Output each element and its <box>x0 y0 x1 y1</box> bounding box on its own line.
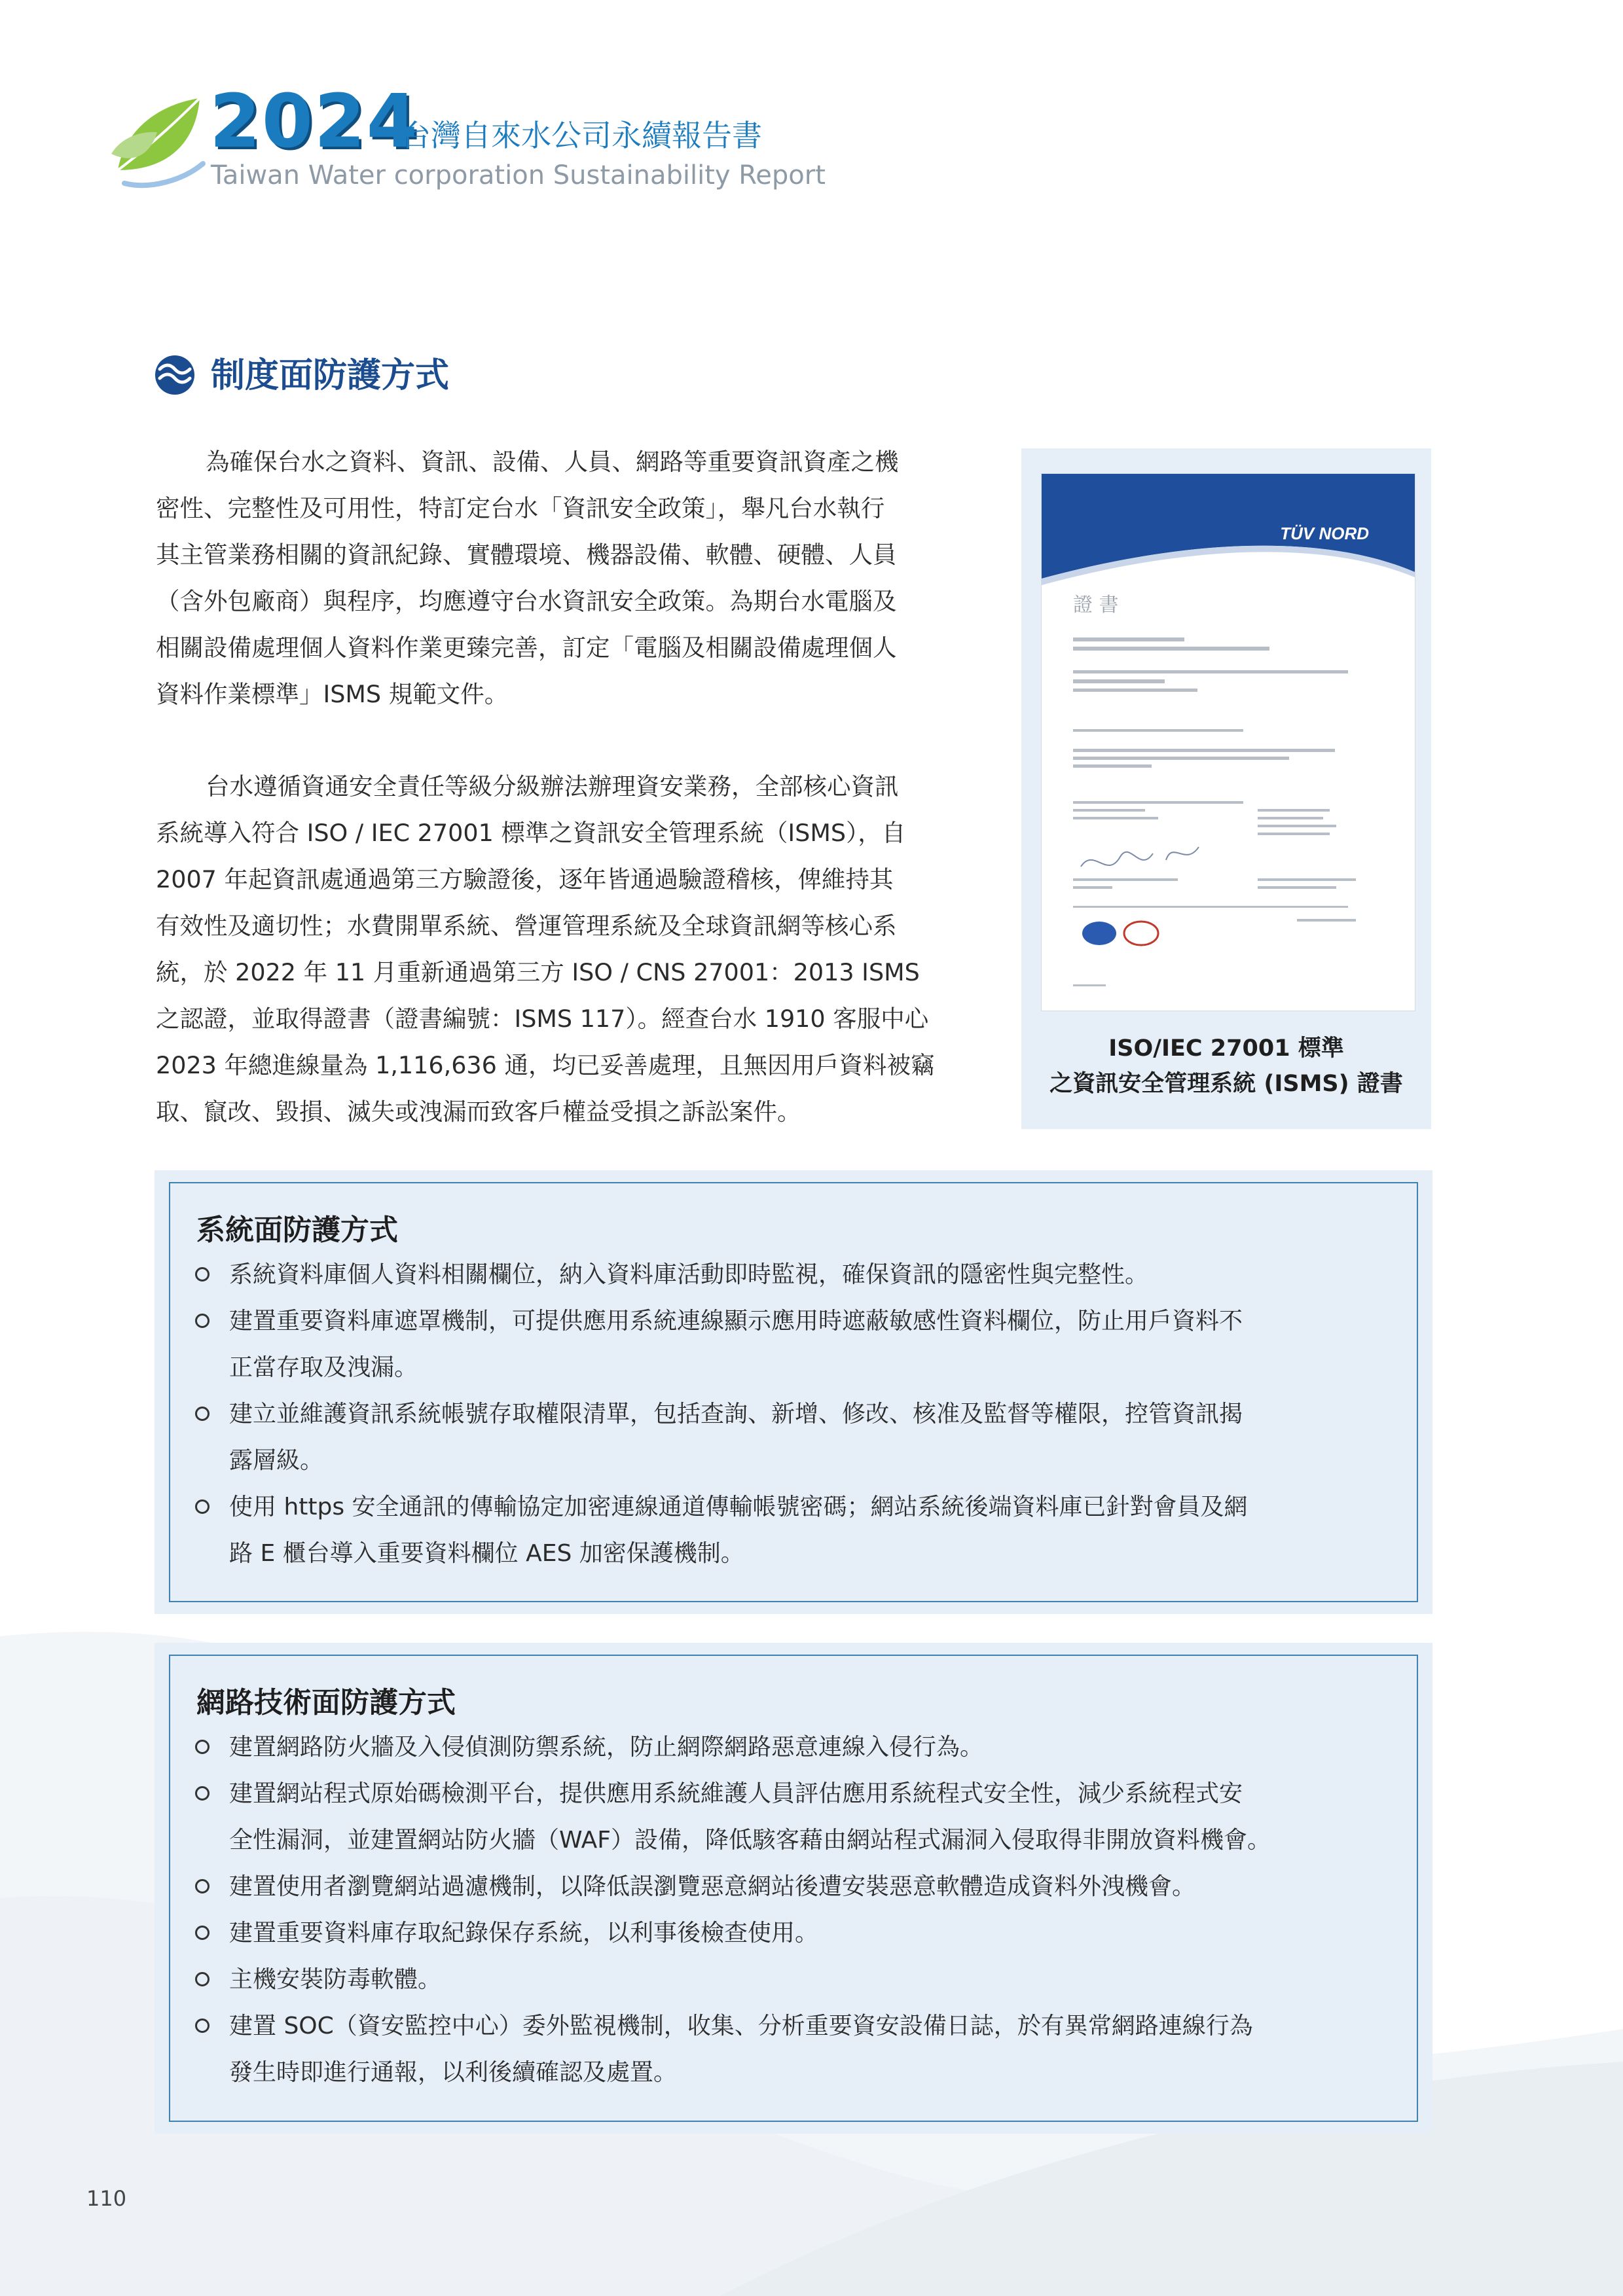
section-title: 制度面防護方式 <box>211 356 450 395</box>
paragraph-line: 2007 年起資訊處通過第三方驗證後，逐年皆通過驗證稽核，俾維持其 <box>156 865 894 893</box>
report-year: 2024 <box>210 79 419 164</box>
leaf-logo-icon <box>111 92 206 193</box>
list-item <box>195 1251 1406 1298</box>
paragraph-line: 系統導入符合 ISO / IEC 27001 標準之資訊安全管理系統（ISMS），自 <box>156 819 906 847</box>
isms-paragraph <box>156 763 974 1135</box>
paragraph-line: 統，於 2022 年 11 月重新通過第三方 ISO / CNS 27001：2013 ISMS <box>156 958 920 986</box>
list-item <box>195 1770 1406 1863</box>
paragraph-line: 其主管業務相關的資訊紀錄、實體環境、機器設備、軟體、硬體、人員 <box>156 541 897 569</box>
circle-bullet-icon <box>195 1407 210 1421</box>
list-item-line: 發生時即進行通報，以利後續確認及處置。 <box>229 2059 678 2086</box>
list-item-line: 露層級。 <box>229 1447 324 1474</box>
circle-bullet-icon <box>195 1499 210 1514</box>
certificate-image <box>1041 473 1415 1011</box>
list-item-line: 建置網路防火牆及入侵偵測防禦系統，防止網際網路惡意連線入侵行為。 <box>229 1734 984 1761</box>
list-item-line: 路 E 櫃台導入重要資料欄位 AES 加密保護機制。 <box>229 1540 744 1567</box>
list-item-line: 建置重要資料庫遮罩機制，可提供應用系統連線顯示應用時遮蔽敏感性資料欄位，防止用戶資料不 <box>229 1308 1243 1335</box>
list-item <box>195 1484 1406 1577</box>
box-title: 網路技術面防護方式 <box>196 1686 456 1719</box>
list-item-line: 建置使用者瀏覽網站過濾機制，以降低誤瀏覽惡意網站後遭安裝惡意軟體造成資料外洩機會。 <box>229 1873 1196 1900</box>
system-protection-box <box>155 1170 1432 1614</box>
certificate-caption <box>1021 1031 1431 1102</box>
circle-bullet-icon <box>195 1786 210 1801</box>
circle-bullet-icon <box>195 1926 210 1940</box>
circle-bullet-icon <box>195 1267 210 1282</box>
bullet-list <box>195 1724 1406 2096</box>
list-item-line: 使用 https 安全通訊的傳輸協定加密連線通道傳輸帳號密碼；網站系統後端資料庫已針對會員及網 <box>229 1494 1248 1520</box>
list-item <box>195 1724 1406 1770</box>
paragraph-line: 資料作業標準」ISMS 規範文件。 <box>156 680 509 708</box>
circle-bullet-icon <box>195 1972 210 1986</box>
intro-paragraph <box>156 439 974 717</box>
circle-bullet-icon <box>195 2018 210 2033</box>
circle-bullet-icon <box>195 1740 210 1754</box>
list-item-line: 建立並維護資訊系統帳號存取權限清單，包括查詢、新增、修改、核准及監督等權限，控管資訊揭 <box>229 1401 1243 1427</box>
box-title: 系統面防護方式 <box>196 1213 398 1247</box>
list-item <box>195 2003 1406 2096</box>
paragraph-line: 之認證，並取得證書（證書編號：ISMS 117）。經查台水 1910 客服中心 <box>156 1005 929 1033</box>
paragraph-line: 為確保台水之資料、資訊、設備、人員、網路等重要資訊資產之機 <box>206 448 899 476</box>
cert-brand: TÜV NORD <box>1280 524 1369 543</box>
list-item-line: 正當存取及洩漏。 <box>229 1354 418 1381</box>
water-wave-icon <box>155 355 195 395</box>
page-number: 110 <box>86 2186 127 2211</box>
bullet-list <box>195 1251 1406 1577</box>
certificate-figure <box>1021 448 1431 1129</box>
paragraph-line: 台水遵循資通安全責任等級分級辦法辦理資安業務，全部核心資訊 <box>206 772 899 800</box>
list-item-line: 建置 SOC（資安監控中心）委外監視機制，收集、分析重要資安設備日誌，於有異常網路連線行為 <box>229 2013 1253 2039</box>
paragraph-line: 有效性及適切性；水費開單系統、營運管理系統及全球資訊網等核心系 <box>156 912 897 940</box>
list-item <box>195 1956 1406 2003</box>
circle-bullet-icon <box>195 1314 210 1328</box>
list-item-line: 建置重要資料庫存取紀錄保存系統，以利事後檢查使用。 <box>229 1920 819 1946</box>
paragraph-line: 相關設備處理個人資料作業更臻完善，訂定「電腦及相關設備處理個人 <box>156 634 897 662</box>
list-item <box>195 1391 1406 1484</box>
paragraph-line: 2023 年總進線量為 1,116,636 通，均已妥善處理，且無因用戶資料被竊 <box>156 1051 935 1079</box>
report-title-en: Taiwan Water corporation Sustainability Report <box>211 160 826 190</box>
report-header <box>111 79 831 195</box>
list-item-line: 建置網站程式原始碼檢測平台，提供應用系統維護人員評估應用系統程式安全性，減少系統程式安 <box>229 1780 1243 1807</box>
list-item <box>195 1863 1406 1910</box>
circle-bullet-icon <box>195 1879 210 1893</box>
paragraph-line: 取、竄改、毀損、滅失或洩漏而致客戶權益受損之訴訟案件。 <box>156 1098 801 1126</box>
list-item-line: 系統資料庫個人資料相關欄位，納入資料庫活動即時監視，確保資訊的隱密性與完整性。 <box>229 1261 1149 1288</box>
caption-line: 之資訊安全管理系統 (ISMS) 證書 <box>1049 1071 1403 1097</box>
list-item-line: 全性漏洞，並建置網站防火牆（WAF）設備，降低駭客藉由網站程式漏洞入侵取得非開放資料機會。 <box>229 1827 1271 1854</box>
paragraph-line: 密性、完整性及可用性，特訂定台水「資訊安全政策」，舉凡台水執行 <box>156 494 885 522</box>
report-title-zh: 台灣自來水公司永續報告書 <box>401 118 762 153</box>
paragraph-line: （含外包廠商）與程序，均應遵守台水資訊安全政策。為期台水電腦及 <box>156 587 897 615</box>
list-item <box>195 1298 1406 1391</box>
list-item <box>195 1910 1406 1956</box>
list-item-line: 主機安裝防毒軟體。 <box>229 1966 442 1993</box>
caption-line: ISO/IEC 27001 標準 <box>1108 1035 1344 1062</box>
network-protection-box <box>155 1643 1432 2134</box>
certificate-illustration <box>1042 474 1415 1011</box>
cert-heading: 證 書 <box>1073 594 1119 617</box>
